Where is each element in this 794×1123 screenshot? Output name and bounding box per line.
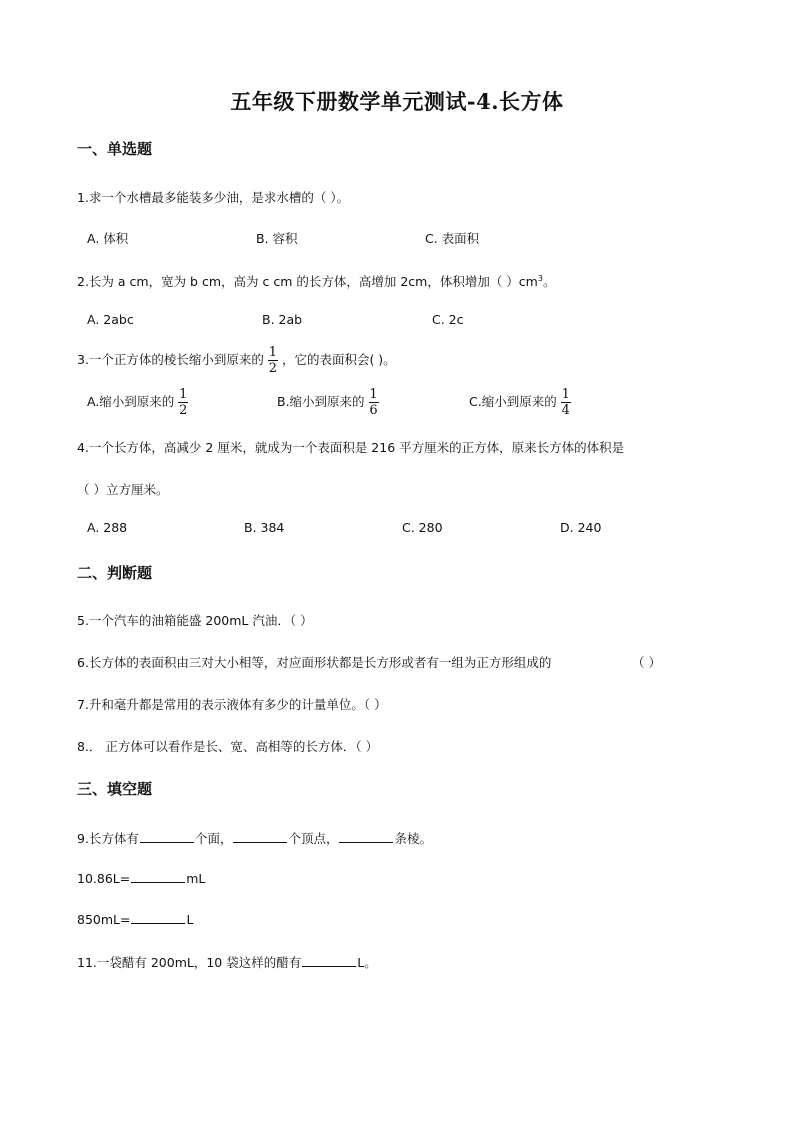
q3-option-b — [277, 388, 383, 417]
q11-part-2: L。 — [357, 955, 377, 970]
q3-c-den: 4 — [561, 403, 570, 418]
q9-blank-2[interactable] — [233, 830, 287, 843]
q3-option-b-fraction — [369, 388, 379, 417]
q6-paren: （ ） — [632, 655, 661, 670]
question-10a — [77, 870, 205, 886]
q10b-part-1: 850mL= — [77, 912, 131, 927]
q3-text-before: 3.一个正方体的棱长缩小到原来的 — [77, 352, 264, 367]
q3-frac-num: 1 — [268, 345, 278, 360]
q10a-part-1: 10.86L= — [77, 871, 131, 886]
q2-end: 。 — [542, 274, 556, 289]
q3-option-b-text: B.缩小到原来的 — [277, 394, 365, 409]
q1-option-b: B. 容积 — [256, 231, 298, 246]
question-6: 6.长方体的表面积由三对大小相等，对应面形状都是长方形或者有一组为正方形组成的 — [77, 655, 552, 670]
q3-option-a-fraction — [178, 388, 188, 417]
q4-option-a: A. 288 — [87, 520, 128, 535]
q3-b-num: 1 — [369, 387, 378, 402]
section-heading-single-choice: 一、单选题 — [77, 140, 153, 158]
q10a-part-2: mL — [186, 871, 206, 886]
q3-c-num: 1 — [561, 387, 570, 402]
q11-blank[interactable] — [302, 954, 356, 967]
section-heading-true-false: 二、判断题 — [77, 564, 153, 582]
q3-fraction — [268, 346, 278, 375]
q4-option-b: B. 384 — [244, 520, 285, 535]
q3-option-c-fraction — [561, 388, 571, 417]
question-5: 5.一个汽车的油箱能盛 200mL 汽油．（ ） — [77, 613, 313, 628]
question-2 — [77, 272, 555, 290]
q2-option-c: C. 2c — [432, 312, 464, 327]
question-4-line-2: （ ）立方厘米。 — [77, 482, 169, 497]
q2-option-b: B. 2ab — [262, 312, 303, 327]
q3-b-den: 6 — [369, 403, 378, 418]
q9-blank-3[interactable] — [339, 830, 393, 843]
q2-superscript: 3 — [537, 273, 543, 283]
question-1: 1.求一个水槽最多能装多少油，是求水槽的（ ）。 — [77, 190, 350, 205]
q2-text: 2.长为 a cm，宽为 b cm，高为 c cm 的长方体，高增加 2cm，体积增加（ ）cm — [77, 274, 538, 289]
question-4-line-1: 4.一个长方体，高减少 2 厘米，就成为一个表面积是 216 平方厘米的正方体，原来长方体的体积是 — [77, 440, 625, 455]
q3-a-den: 2 — [179, 403, 188, 418]
q11-part-1: 11.一袋醋有 200mL，10 袋这样的醋有 — [77, 955, 302, 970]
question-8: 8.． 正方体可以看作是长、宽、高相等的长方体．（ ） — [77, 739, 379, 754]
q9-part-4: 条棱。 — [394, 831, 432, 846]
q2-option-a: A. 2abc — [87, 312, 134, 327]
q10a-blank[interactable] — [131, 870, 185, 883]
q1-option-c: C. 表面积 — [425, 231, 480, 246]
q4-option-c: C. 280 — [402, 520, 443, 535]
q9-blank-1[interactable] — [140, 830, 194, 843]
q1-option-a: A. 体积 — [87, 231, 129, 246]
question-10b — [77, 911, 193, 927]
q3-option-a-text: A.缩小到原来的 — [87, 394, 175, 409]
page-title: 五年级下册数学单元测试-4.长方体 — [230, 89, 564, 114]
q3-option-a — [87, 388, 192, 417]
q3-frac-den: 2 — [268, 361, 278, 376]
q9-part-1: 9.长方体有 — [77, 831, 139, 846]
q4-option-d: D. 240 — [560, 520, 602, 535]
question-9 — [77, 829, 432, 847]
q10b-blank[interactable] — [131, 911, 185, 924]
q10b-part-2: L — [186, 912, 194, 927]
question-11 — [77, 953, 377, 971]
question-3 — [77, 346, 396, 375]
q3-a-num: 1 — [179, 387, 188, 402]
q9-part-3: 个顶点， — [288, 831, 339, 846]
q9-part-2: 个面， — [194, 831, 233, 846]
question-7: 7.升和毫升都是常用的表示液体有多少的计量单位。（ ） — [77, 697, 387, 712]
q3-option-c-text: C.缩小到原来的 — [469, 394, 557, 409]
section-heading-fill-blank: 三、填空题 — [77, 780, 153, 798]
q3-text-after: ，它的表面积会( )。 — [281, 352, 396, 367]
q3-option-c — [469, 388, 575, 417]
